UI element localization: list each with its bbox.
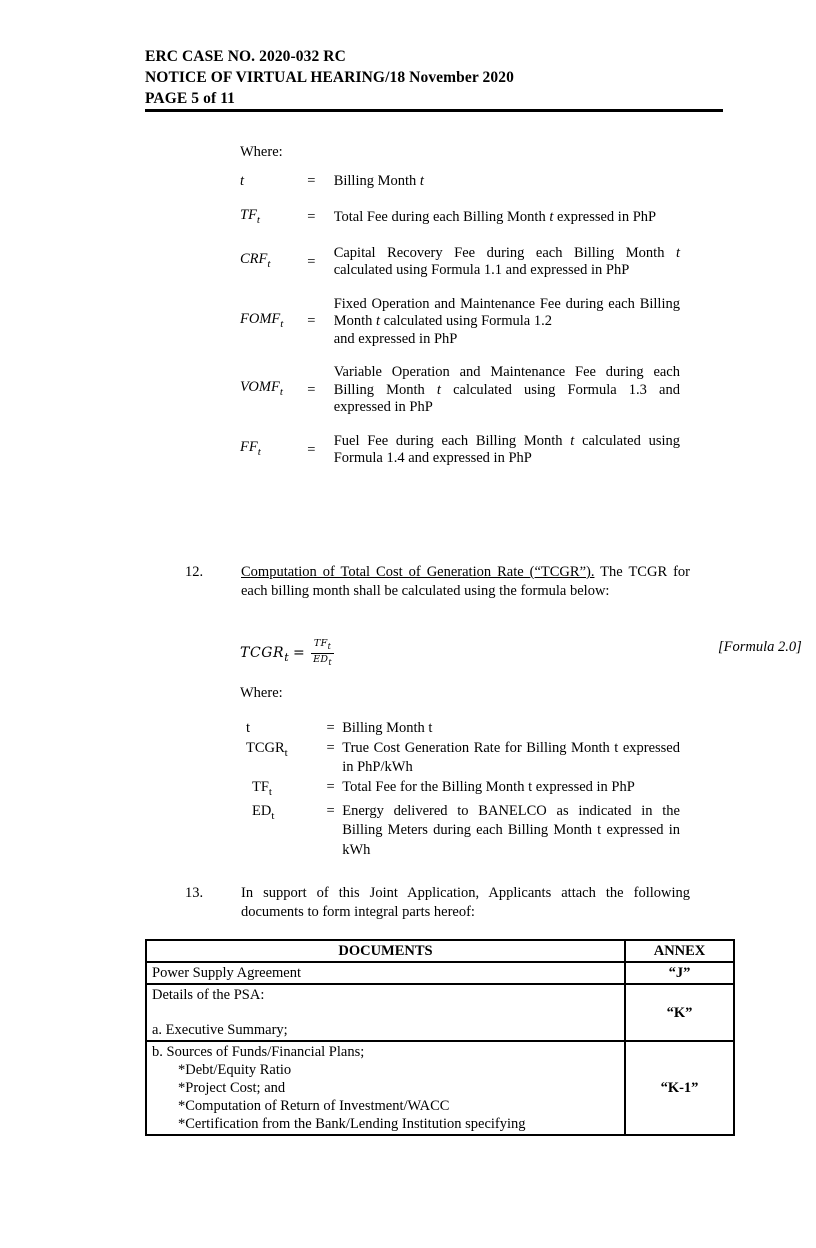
documents-table-body bbox=[146, 962, 734, 1135]
definition-row bbox=[240, 433, 680, 468]
definition-spacer bbox=[240, 417, 680, 433]
table-row bbox=[146, 1041, 734, 1135]
column-header-documents: DOCUMENTS bbox=[146, 940, 625, 962]
table-cell-documents bbox=[146, 1041, 625, 1135]
definition-description: True Cost Generation Rate for Billing Month t expressed in PhP/kWh bbox=[342, 739, 680, 775]
table-cell-line: *Computation of Return of Investment/WACC bbox=[178, 1098, 450, 1114]
paragraph-12-number: 12. bbox=[185, 564, 204, 580]
table-cell-line: Power Supply Agreement bbox=[152, 965, 302, 981]
documents-table-head bbox=[146, 940, 734, 962]
definition-equals: = bbox=[326, 720, 335, 736]
definition-table-1 bbox=[240, 173, 680, 468]
table-cell-line: Details of the PSA: bbox=[152, 987, 265, 1003]
definition-spacer bbox=[240, 229, 680, 245]
definition-row bbox=[240, 802, 680, 861]
definition-description: Fixed Operation and Maintenance Fee during each Billing Month t calculated using Formula 1.2 and expressed in PhP bbox=[333, 295, 680, 347]
definition-description: Capital Recovery Fee during each Billing Month t calculated using Formula 1.1 and expressed in PhP bbox=[333, 244, 680, 279]
definition-term: $TF_t$ bbox=[252, 778, 272, 798]
definition-description: Variable Operation and Maintenance Fee during each Billing Month t calculated using Formula 1.3 and expressed in PhP bbox=[333, 364, 680, 416]
definition-term: t bbox=[246, 720, 251, 736]
formula-numerator: $TF_t$ bbox=[313, 638, 332, 651]
page-header bbox=[145, 46, 723, 109]
definition-row bbox=[240, 296, 680, 349]
definition-equals: = bbox=[307, 381, 316, 398]
definition-description: Billing Month t bbox=[342, 720, 433, 736]
definition-term: $CRF_t$ bbox=[240, 251, 271, 271]
definition-term-subscript: t bbox=[271, 809, 275, 822]
table-row bbox=[146, 984, 734, 1041]
paragraph-13 bbox=[185, 884, 690, 922]
documents-table bbox=[145, 939, 735, 1136]
definition-spacer bbox=[240, 348, 680, 364]
definition-row bbox=[240, 778, 680, 802]
formula-2-0-row bbox=[240, 638, 802, 669]
blank-line bbox=[152, 1004, 619, 1021]
definition-term-subscript: t bbox=[256, 213, 260, 226]
where-label-1: Where: bbox=[240, 144, 283, 160]
definition-equals: = bbox=[307, 441, 316, 458]
column-header-annex: ANNEX bbox=[625, 940, 734, 962]
table-cell-annex: “J” bbox=[625, 962, 734, 984]
definition-equals: = bbox=[326, 739, 335, 756]
definition-equals: = bbox=[307, 253, 316, 270]
table-cell-documents bbox=[146, 984, 625, 1041]
paragraph-12 bbox=[185, 563, 690, 601]
table-cell-annex: “K” bbox=[625, 984, 734, 1041]
paragraph-12-underlined-heading: Computation of Total Cost of Generation Rate (“TCGR”). bbox=[241, 564, 595, 580]
definition-spacer bbox=[240, 191, 680, 207]
definition-term-subscript: t bbox=[268, 785, 272, 798]
definition-equals: = bbox=[307, 313, 316, 330]
formula-denominator: $ED_t$ bbox=[313, 653, 333, 667]
definition-term: t bbox=[240, 173, 245, 189]
definition-term: $ED_t$ bbox=[252, 802, 275, 822]
table-cell-line: *Project Cost; and bbox=[178, 1080, 286, 1096]
definition-equals: = bbox=[326, 802, 335, 819]
definition-row bbox=[240, 364, 680, 417]
definition-equals: = bbox=[307, 208, 316, 225]
definition-term: $TCGR_t$ bbox=[246, 739, 288, 759]
table-row bbox=[146, 962, 734, 984]
paragraph-13-number: 13. bbox=[185, 885, 204, 901]
definition-list-2 bbox=[240, 719, 680, 860]
definition-equals: = bbox=[326, 778, 335, 795]
definition-table-2 bbox=[240, 719, 680, 860]
definition-row bbox=[240, 739, 680, 778]
definition-term-subscript: t bbox=[284, 746, 288, 759]
formula-label: [Formula 2.0] bbox=[718, 639, 802, 655]
paragraph-12-text bbox=[241, 563, 690, 601]
definition-row bbox=[240, 207, 680, 229]
definition-row bbox=[240, 245, 680, 280]
definition-term: $FOMF_t$ bbox=[240, 310, 284, 330]
definition-term-subscript: t bbox=[257, 446, 261, 459]
definition-term-subscript: t bbox=[267, 258, 271, 271]
definition-description: Fuel Fee during each Billing Month t calculated using Formula 1.4 and expressed in PhP bbox=[333, 432, 680, 467]
header-page-number: PAGE 5 of 11 bbox=[145, 90, 236, 107]
definition-spacer bbox=[240, 280, 680, 296]
paragraph-12-body: The TCGR for each billing month shall be calculated using the formula below: bbox=[241, 564, 691, 599]
definition-description: Total Fee during each Billing Month t expressed in PhP bbox=[333, 208, 657, 225]
paragraph-13-text: In support of this Joint Application, Applicants attach the following documents to form integral parts hereof: bbox=[241, 885, 690, 920]
definition-description: Total Fee for the Billing Month t expressed in PhP bbox=[342, 778, 635, 795]
definition-row bbox=[240, 719, 680, 739]
definition-term-subscript: t bbox=[279, 386, 283, 399]
formula-lhs: $TCGR_t$ bbox=[240, 644, 290, 664]
table-cell-line: *Certification from the Bank/Lending Institution specifying bbox=[178, 1116, 526, 1132]
header-divider-rule bbox=[145, 109, 723, 112]
definition-list-1 bbox=[240, 173, 680, 468]
table-cell-line: *Debt/Equity Ratio bbox=[178, 1062, 292, 1078]
definition-equals: = bbox=[307, 173, 316, 189]
definition-description: Energy delivered to BANELCO as indicated in the Billing Meters during each Billing Month t expressed in kWh bbox=[342, 802, 680, 858]
table-cell-documents bbox=[146, 962, 625, 984]
table-cell-line: b. Sources of Funds/Financial Plans; bbox=[152, 1044, 365, 1060]
definition-description: Billing Month t bbox=[333, 173, 424, 189]
formula-equals: = bbox=[292, 644, 306, 661]
definition-term-subscript: t bbox=[280, 317, 284, 330]
header-case-number: ERC CASE NO. 2020-032 RC bbox=[145, 48, 346, 65]
definition-term: $VOMF_t$ bbox=[240, 379, 283, 399]
table-cell-annex: “K-1” bbox=[625, 1041, 734, 1135]
table-cell-line: a. Executive Summary; bbox=[152, 1022, 288, 1038]
formula-fraction bbox=[311, 638, 334, 669]
table-header-row bbox=[146, 940, 734, 962]
header-notice-line: NOTICE OF VIRTUAL HEARING/18 November 2020 bbox=[145, 69, 514, 86]
definition-row bbox=[240, 173, 680, 191]
where-label-2: Where: bbox=[240, 685, 283, 701]
definition-term: $TF_t$ bbox=[240, 206, 260, 226]
definition-term: $FF_t$ bbox=[240, 439, 261, 459]
